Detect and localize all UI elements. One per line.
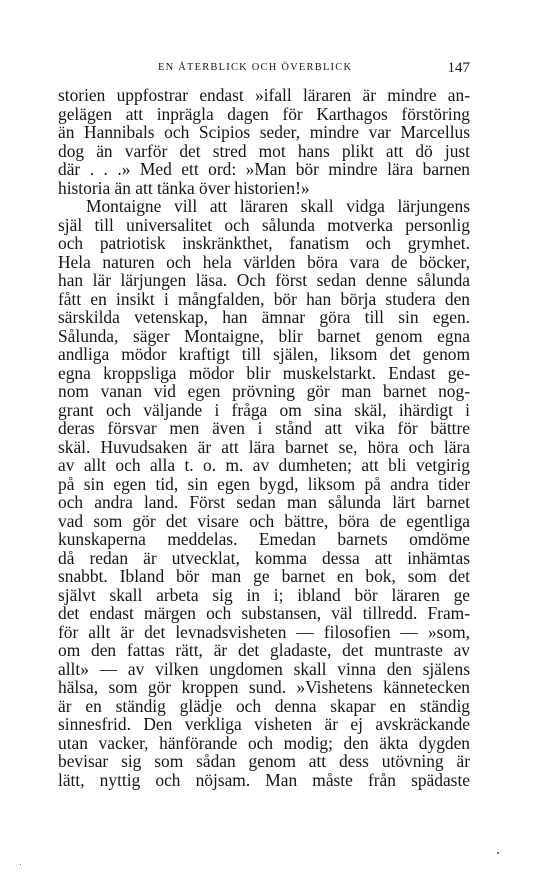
print-speck <box>497 852 499 854</box>
page-header <box>72 60 472 80</box>
text-line: sinnesfrid. Den verkliga visheten är ej avskräckande <box>58 714 470 734</box>
text-line: och patriotisk inskränkthet, fanatism och grymhet. <box>58 233 470 253</box>
text-line: för allt är det levnadsvisheten — filosofien — »som, <box>58 621 470 642</box>
text-line: Montaigne vill att läraren skall vidga lärjungens <box>86 196 470 216</box>
text-line: och andra land. Först sedan man sålunda lärt barnet <box>58 492 470 512</box>
text-line: utan vacker, hänförande och modig; den äkta dygden <box>58 732 470 753</box>
text-line: av allt och alla t. o. m. av dumheten; att bli vetgirig <box>58 455 470 475</box>
text-line: Hela naturen och hela världen böra vara de böcker, <box>58 251 470 272</box>
text-line: på sin egen tid, sin egen bygd, liksom på andra tider <box>58 473 470 494</box>
text-line: skäl. Huvudsaken är att lära barnet se, höra och lära <box>58 436 470 457</box>
text-line: vad som gör det visare och bättre, böra de egentliga <box>58 510 470 531</box>
body-text <box>58 86 470 789</box>
text-line: han lär lärjungen läsa. Och först sedan denne sålunda <box>58 270 470 290</box>
text-line: allt» — av vilken ungdomen skall vinna den själens <box>58 658 470 679</box>
text-line: det endast märgen och substansen, väl tillredd. Fram- <box>58 603 470 623</box>
text-line: lätt, nyttig och nöjsam. Man måste från spädaste <box>58 769 470 790</box>
text-line: särskilda vetenskap, han ämnar göra till sin egen. <box>58 307 470 327</box>
page-number: 147 <box>447 60 470 76</box>
text-line: dog än varför det stred mot hans plikt att dö just <box>58 140 470 161</box>
text-line: kunskaperna meddelas. Emedan barnets omdöme <box>58 529 470 549</box>
text-line: än Hannibals och Scipios seder, mindre var Marcellus <box>58 122 470 142</box>
text-line: Sålunda, säger Montaigne, blir barnet genom egna <box>58 325 470 346</box>
text-line: själ till universalitet och sålunda motverka personlig <box>58 214 470 235</box>
text-line: storien uppfostrar endast »ifall läraren är mindre an- <box>58 85 470 105</box>
text-line: är en ständig glädje och denna skapar en ständig <box>58 695 470 716</box>
text-line: fått en insikt i mångfalden, bör han börja studera den <box>58 288 470 309</box>
print-speck <box>20 864 21 865</box>
text-line: om den fattas rätt, är det gladaste, det muntraste av <box>58 640 470 660</box>
text-line: hälsa, som gör kroppen sund. »Vishetens kännetecken <box>58 677 470 697</box>
text-line: snabbt. Ibland bör man ge barnet en bok, som det <box>58 566 470 586</box>
text-line: gelägen att inprägla dagen för Karthagos förstöring <box>58 103 470 124</box>
text-line: bevisar sig som sådan genom att dess utövning är <box>58 751 470 771</box>
text-line: där . . .» Med ett ord: »Man bör mindre lära barnen <box>58 159 470 179</box>
text-line: grant och väljande i fråga om sina skäl, ihärdigt i <box>58 399 470 420</box>
text-line: nom vanan vid egen prövning gör man barnet nog- <box>58 381 470 401</box>
text-line: då redan är utvecklat, komma dessa att inhämtas <box>58 547 470 568</box>
text-line: historia än att tänka över historien!» <box>58 177 310 198</box>
text-line: deras försvar men även i stånd att vika för bättre <box>58 418 470 438</box>
text-line: självt skall arbeta sig in i; ibland bör läraren ge <box>58 584 470 605</box>
text-line: egna kroppsliga mödor blir muskelstarkt. Endast ge- <box>58 362 470 383</box>
running-head: EN ÅTERBLICK OCH ÖVERBLICK <box>158 62 353 73</box>
text-line: andliga mödor kraftigt till själen, liksom det genom <box>58 344 470 364</box>
